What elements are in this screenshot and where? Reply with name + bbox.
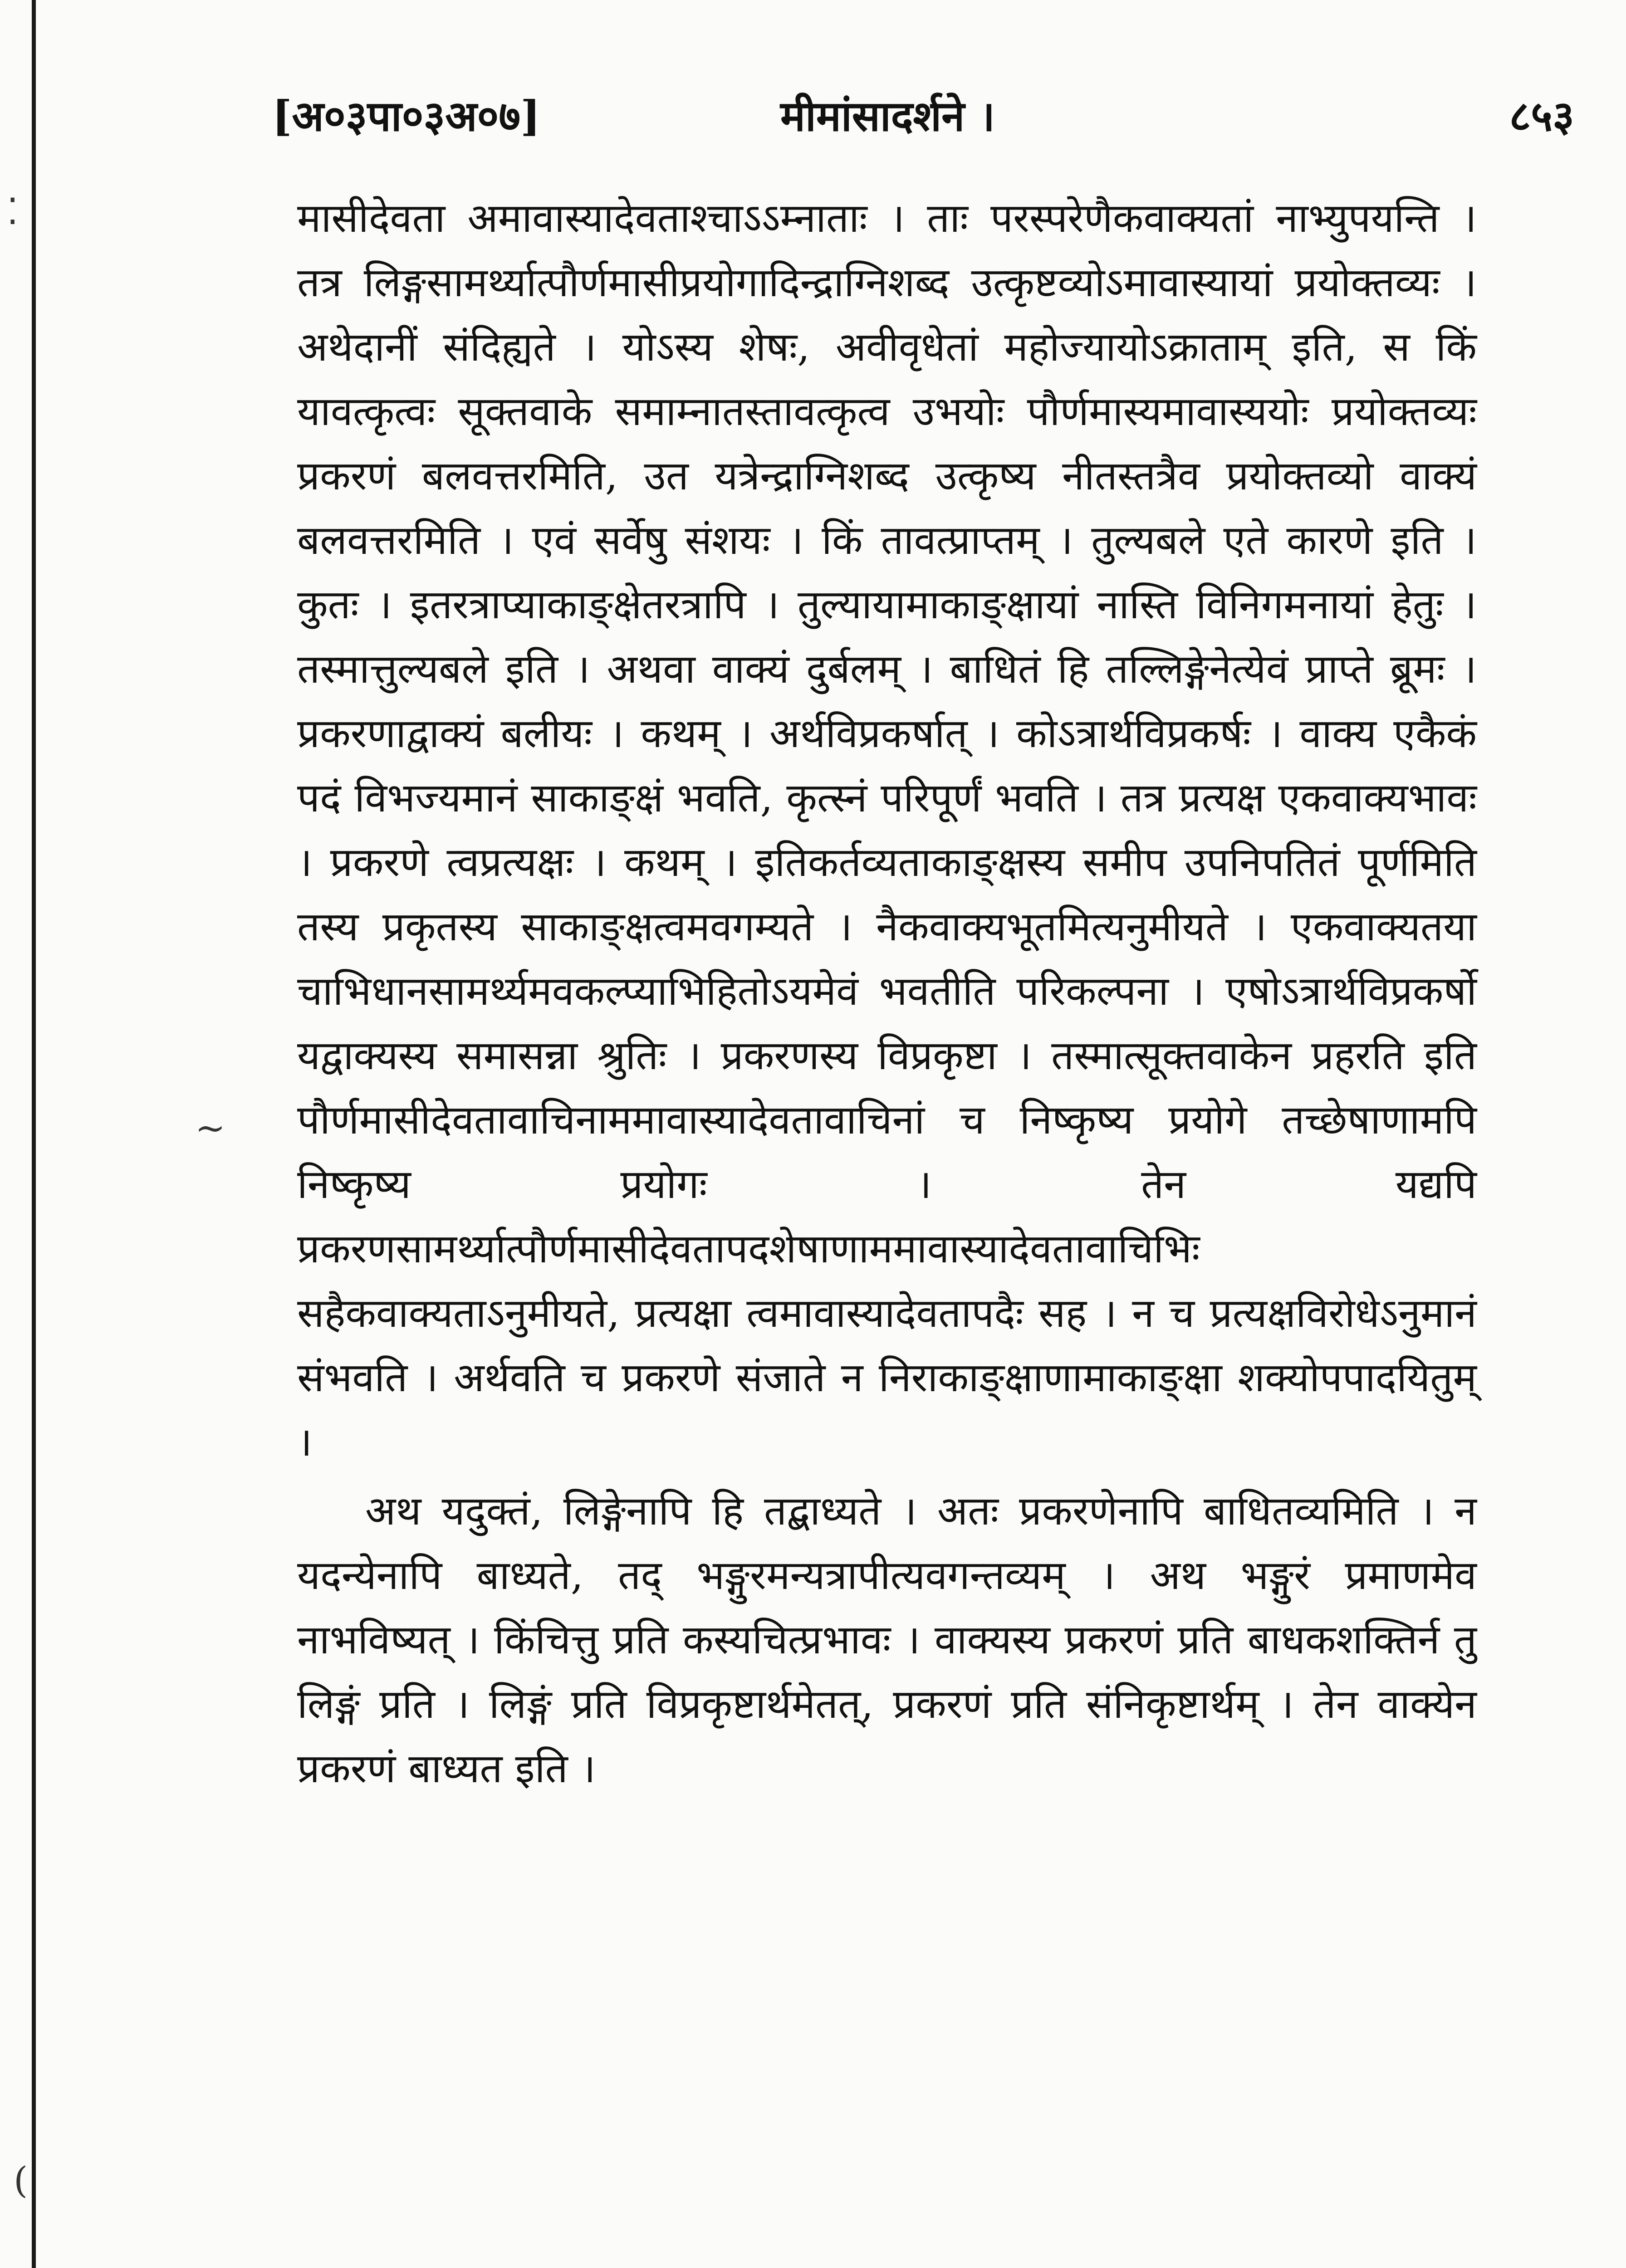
paragraph: अथ यदुक्तं, लिङ्गेनापि हि तद्बाध्यते । अतः प्रकरणेनापि बाधितव्यमिति । न यदन्येनापि बाध्यते, तद् भङ्गुरमन्यत्रापीत्यवगन्तव्यम् । अथ भङ्गुरं प्रमाणमेव नाभविष्यत् । किंचित्तु प्रति कस्यचित्प्रभावः । वाक्यस्य प्रकरणं प्रति बाधकशक्तिर्न तु लिङ्गं प्रति । लिङ्गं प्रति विप्रकृष्टार्थमेतत्, प्रकरणं प्रति संनिकृष्टार्थम् । तेन वाक्येन प्रकरणं बाध्यत इति ।	[297, 1487, 1477, 1792]
page-left-rule	[32, 0, 36, 2268]
margin-mark: ⁚	[7, 191, 19, 233]
paragraph: मासीदेवता अमावास्यादेवताश्चाऽऽम्नाताः । ताः परस्परेणैकवाक्यतां नाभ्युपयन्ति । तत्र लिङ्गसामर्थ्यात्पौर्णमासीप्रयोगादिन्द्राग्निशब्द उत्कृष्टव्योऽमावास्यायां प्रयोक्तव्यः । अथेदानीं संदिह्यते । योऽस्य शेषः, अवीवृधेतां महोज्यायोऽक्राताम् इति, स किं यावत्कृत्वः सूक्तवाके समाम्नातस्तावत्कृत्व उभयोः पौर्णमास्यमावास्ययोः प्रयोक्तव्यः प्रकरणं बलवत्तरमिति, उत यत्रेन्द्राग्निशब्द उत्कृष्य नीतस्तत्रैव प्रयोक्तव्यो वाक्यं बलवत्तरमिति । एवं सर्वेषु संशयः । किं तावत्प्राप्तम् । तुल्यबले एते कारणे इति । कुतः । इतरत्राप्याकाङ्क्षेतरत्रापि । तुल्यायामाकाङ्क्षायां नास्ति विनिगमनायां हेतुः । तस्मात्तुल्यबले इति । अथवा वाक्यं दुर्बलम् । बाधितं हि तल्लिङ्गेनेत्येवं प्राप्ते ब्रूमः । प्रकरणाद्वाक्यं बलीयः । कथम् । अर्थविप्रकर्षात् । कोऽत्रार्थविप्रकर्षः । वाक्य एकैकं पदं विभज्यमानं साकाङ्क्षं भवति, कृत्स्नं परिपूर्णं भवति । तत्र प्रत्यक्ष एकवाक्यभावः । प्रकरणे त्वप्रत्यक्षः । कथम् । इतिकर्तव्यताकाङ्क्षस्य समीप उपनिपतितं पूर्णमिति तस्य प्रकृतस्य साकाङ्क्षत्वमवगम्यते । नैकवाक्यभूतमित्यनुमीयते । एकवाक्यतया चाभिधानसामर्थ्यमवकल्प्याभिहितोऽयमेवं भवतीति परिकल्पना । एषोऽत्रार्थविप्रकर्षो यद्वाक्यस्य समासन्ना श्रुतिः । प्रकरणस्य विप्रकृष्टा । तस्मात्सूक्तवाकेन प्रहरति इति पौर्णमासीदेवतावाचिनाममावास्यादेवतावाचिनां च निष्कृष्य प्रयोगे तच्छेषाणामपि निष्कृष्य प्रयोगः । तेन यद्यपि प्रकरणसामर्थ्यात्पौर्णमासीदेवतापदशेषाणाममावास्यादेवतावाचिभिः सहैकवाक्यताऽनुमीयते, प्रत्यक्षा त्वमावास्यादेवतापदैः सह । न च प्रत्यक्षविरोधेऽनुमानं संभवति । अर्थवति च प्रकरणे संजाते न निराकाङ्क्षाणामाकाङ्क्षा शक्योपपादयितुम् ।	[297, 195, 1477, 1465]
body-text	[297, 186, 1477, 1801]
running-header	[272, 86, 1574, 154]
page-number: ८५३	[1509, 92, 1574, 141]
margin-mark: (	[14, 2159, 28, 2201]
margin-mark: ~	[195, 1107, 226, 1149]
book-title: मीमांसादर्शने ।	[780, 92, 995, 141]
section-reference: [अ०३पा०३अ०७]	[272, 92, 540, 141]
